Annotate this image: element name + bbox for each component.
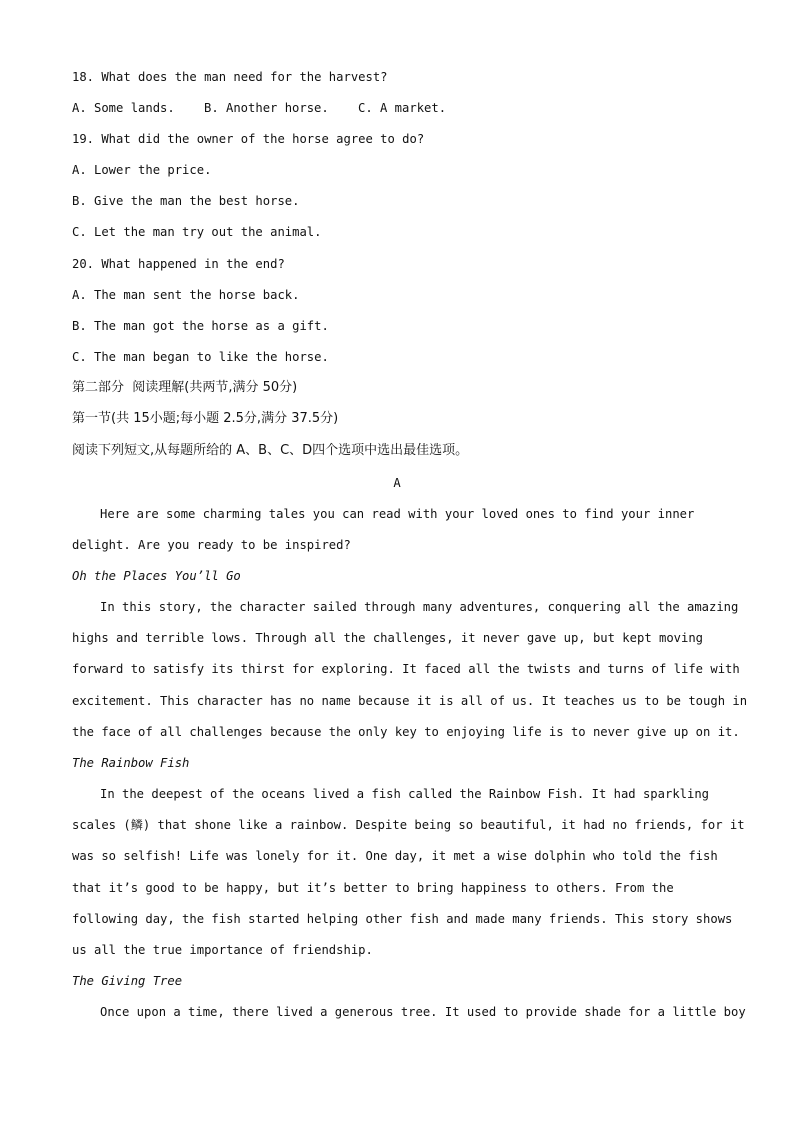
q20-option-a: A. The man sent the horse back. bbox=[72, 288, 300, 302]
story-line: forward to satisfy its thirst for exploring. It faced all the twists and turns of life with bbox=[72, 662, 740, 676]
q20-option-c: C. The man began to like the horse. bbox=[72, 350, 329, 364]
story-line: the face of all challenges because the only key to enjoying life is to never give up on it. bbox=[72, 725, 740, 739]
story-title: Oh the Places You’ll Go bbox=[72, 569, 241, 583]
intro-line: Here are some charming tales you can read with your loved ones to find your inner bbox=[100, 507, 695, 521]
q19-option-b: B. Give the man the best horse. bbox=[72, 194, 300, 208]
story-line: In the deepest of the oceans lived a fish called the Rainbow Fish. It had sparkling bbox=[100, 787, 710, 801]
story-title: The Giving Tree bbox=[72, 974, 183, 988]
question-19: 19. What did the owner of the horse agree to do? bbox=[72, 132, 425, 146]
part-heading: 第一节(共 15小题;每小题 2.5分,满分 37.5分) bbox=[72, 411, 339, 426]
q19-option-c: C. Let the man try out the animal. bbox=[72, 225, 322, 239]
instruction-text: 阅读下列短文,从每题所给的 A、B、C、D四个选项中选出最佳选项。 bbox=[72, 443, 469, 458]
story-line: was so selfish! Life was lonely for it. One day, it met a wise dolphin who told the fish bbox=[72, 849, 718, 863]
q20-option-b: B. The man got the horse as a gift. bbox=[72, 319, 329, 333]
q18-option-b: B. Another horse. bbox=[204, 101, 329, 115]
passage-label: A bbox=[393, 476, 401, 490]
story-line: us all the true importance of friendship. bbox=[72, 943, 373, 957]
story-line: Once upon a time, there lived a generous tree. It used to provide shade for a little boy bbox=[100, 1005, 746, 1019]
story-line: following day, the fish started helping other fish and made many friends. This story shows bbox=[72, 912, 733, 926]
story-line: highs and terrible lows. Through all the challenges, it never gave up, but kept moving bbox=[72, 631, 704, 645]
intro-line: delight. Are you ready to be inspired? bbox=[72, 538, 351, 552]
story-line: scales (鳞) that shone like a rainbow. Despite being so beautiful, it had no friends, for it bbox=[72, 818, 745, 832]
section-heading: 第二部分 阅读理解(共两节,满分 50分) bbox=[72, 380, 298, 395]
q18-option-a: A. Some lands. bbox=[72, 101, 175, 115]
story-line: that it’s good to be happy, but it’s better to bring happiness to others. From the bbox=[72, 881, 674, 895]
q18-option-c: C. A market. bbox=[358, 101, 447, 115]
question-20: 20. What happened in the end? bbox=[72, 257, 285, 271]
story-line: In this story, the character sailed through many adventures, conquering all the amazing bbox=[100, 600, 739, 614]
question-18: 18. What does the man need for the harvest? bbox=[72, 70, 388, 84]
story-line: excitement. This character has no name because it is all of us. It teaches us to be tough in bbox=[72, 694, 748, 708]
q19-option-a: A. Lower the price. bbox=[72, 163, 212, 177]
story-title: The Rainbow Fish bbox=[72, 756, 190, 770]
